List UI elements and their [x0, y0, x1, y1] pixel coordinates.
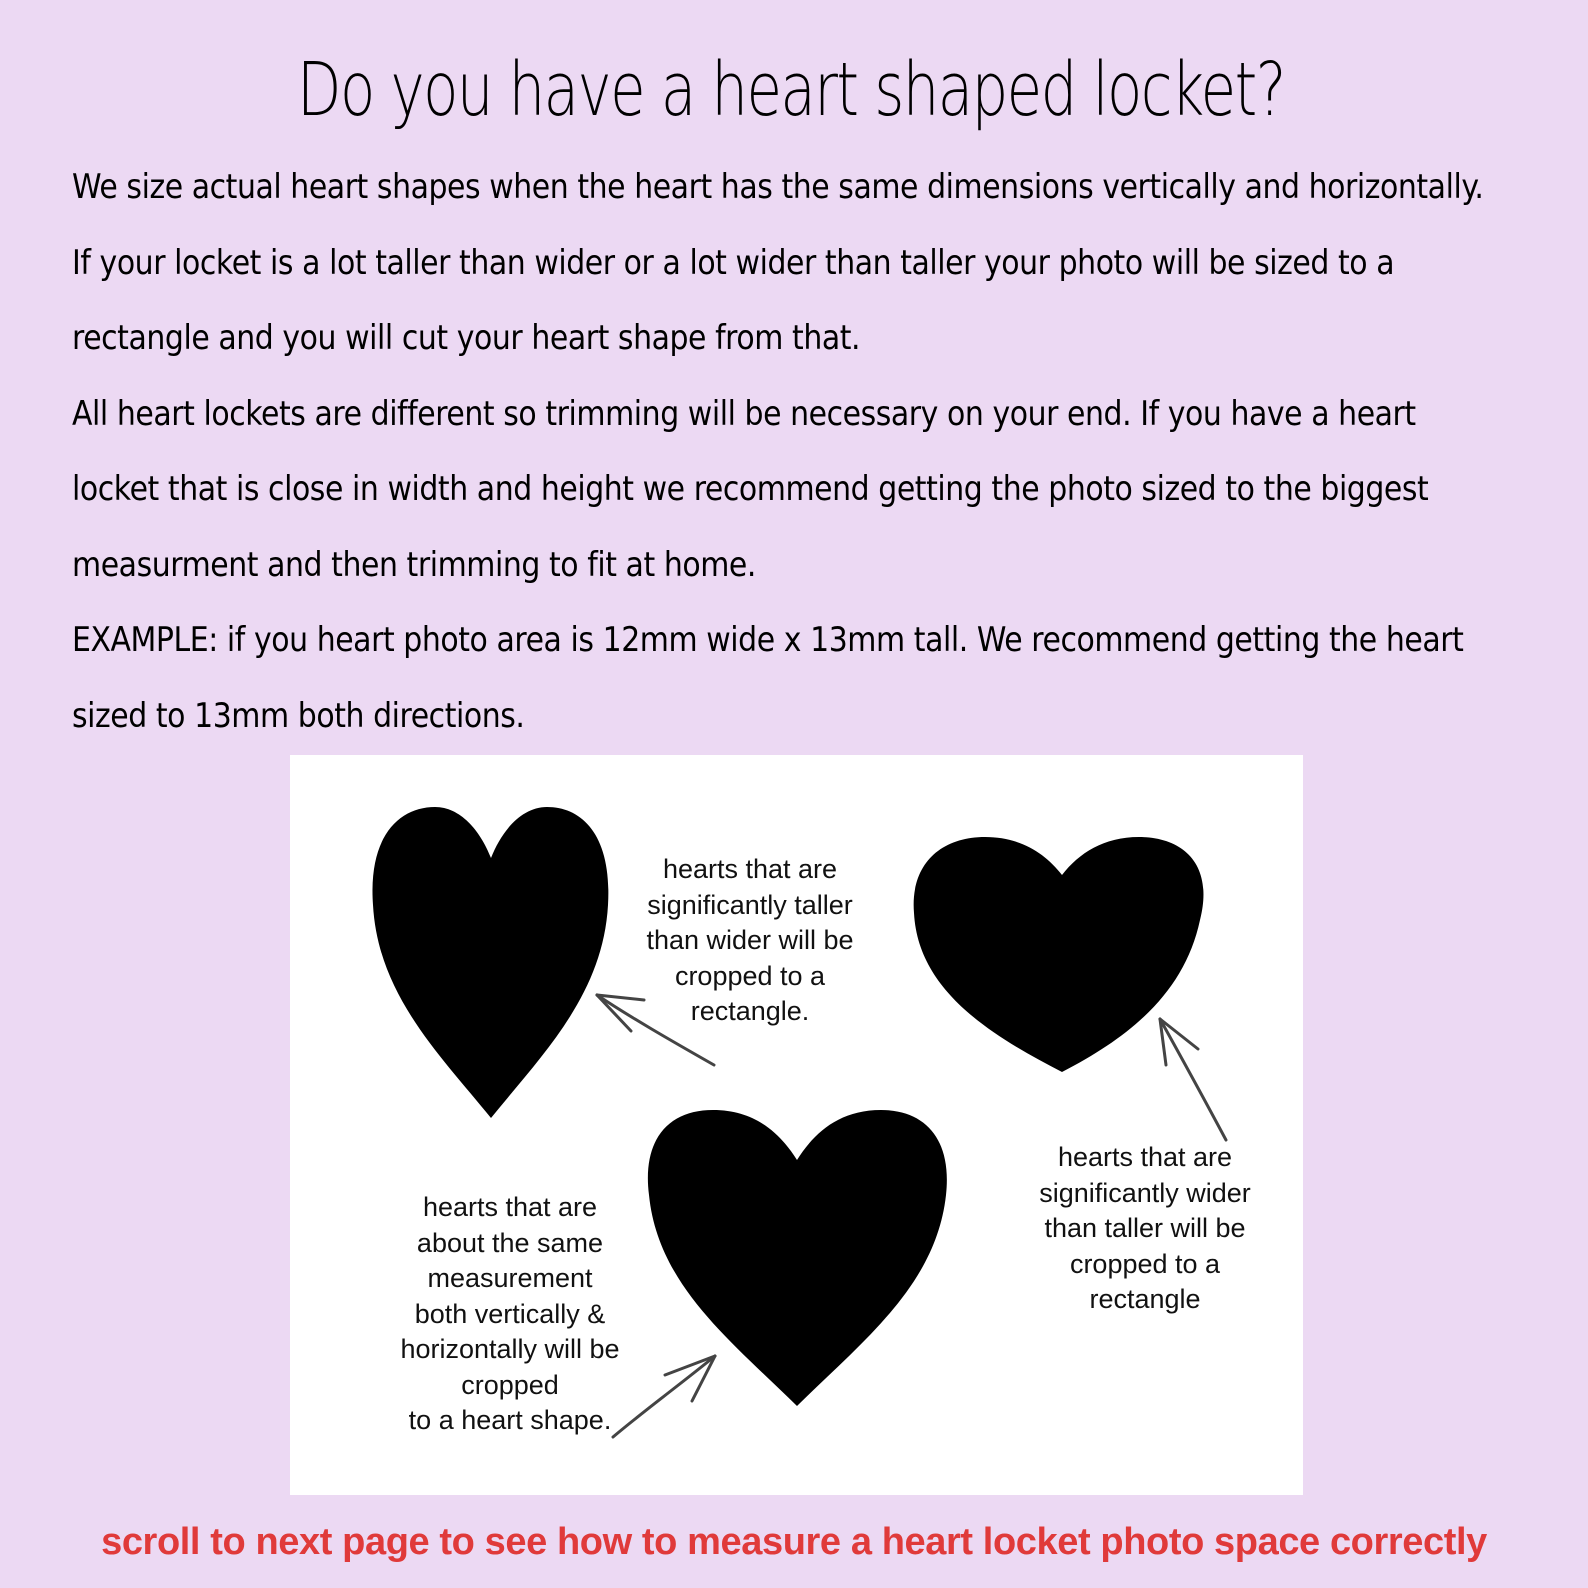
footer-note: scroll to next page to see how to measure a heart locket photo space correctly [101, 1521, 1487, 1563]
page-title: Do you have a heart shaped locket? [297, 47, 1285, 133]
tall-heart-icon [372, 807, 608, 1118]
paragraph-example: EXAMPLE: if you heart photo area is 12mm wide x 13mm tall. We recommend getting the heart sized to 13mm both directions. [72, 620, 1464, 736]
caption-line: significantly taller [647, 889, 853, 920]
caption-line: than taller will be [1044, 1213, 1246, 1243]
wide-heart-icon [914, 837, 1204, 1072]
body-text [72, 150, 1489, 754]
caption-line: rectangle. [690, 996, 810, 1026]
caption-same-hearts [365, 1190, 655, 1439]
caption-line: significantly wider [1039, 1177, 1251, 1208]
caption-wide-hearts [1000, 1140, 1290, 1318]
paragraph-sizing: We size actual heart shapes when the heart has the same dimensions vertically and horizontally. If your locket is a lot taller than wider or a lot wider than taller your photo will be sized to a rectangle and you will cut your heart shape from that. [72, 167, 1484, 358]
caption-line: cropped [461, 1369, 559, 1400]
caption-line: measurement [427, 1263, 593, 1293]
caption-line: hearts that are [1057, 1142, 1233, 1172]
caption-line: about the same [416, 1227, 604, 1258]
paragraph-trimming: All heart lockets are different so trimming will be necessary on your end. If you have a heart locket that is close in width and height we recommend getting the photo sized to the biggest measurment and then trimming to fit at home. [72, 393, 1429, 585]
caption-line: horizontally will be [400, 1334, 620, 1364]
caption-line: cropped to a [1069, 1248, 1221, 1279]
caption-line: hearts that are [422, 1192, 598, 1222]
caption-line: both vertically & [414, 1298, 606, 1329]
caption-tall-hearts [605, 852, 895, 1030]
caption-line: than wider will be [646, 925, 854, 955]
caption-line: hearts that are [662, 854, 838, 884]
same-heart-icon [648, 1110, 947, 1406]
heart-diagram-panel [290, 755, 1303, 1495]
wide-heart-arrow-icon [1160, 1019, 1226, 1140]
caption-line: to a heart shape. [408, 1405, 612, 1435]
caption-line: rectangle [1089, 1284, 1201, 1314]
caption-line: cropped to a [674, 960, 826, 991]
